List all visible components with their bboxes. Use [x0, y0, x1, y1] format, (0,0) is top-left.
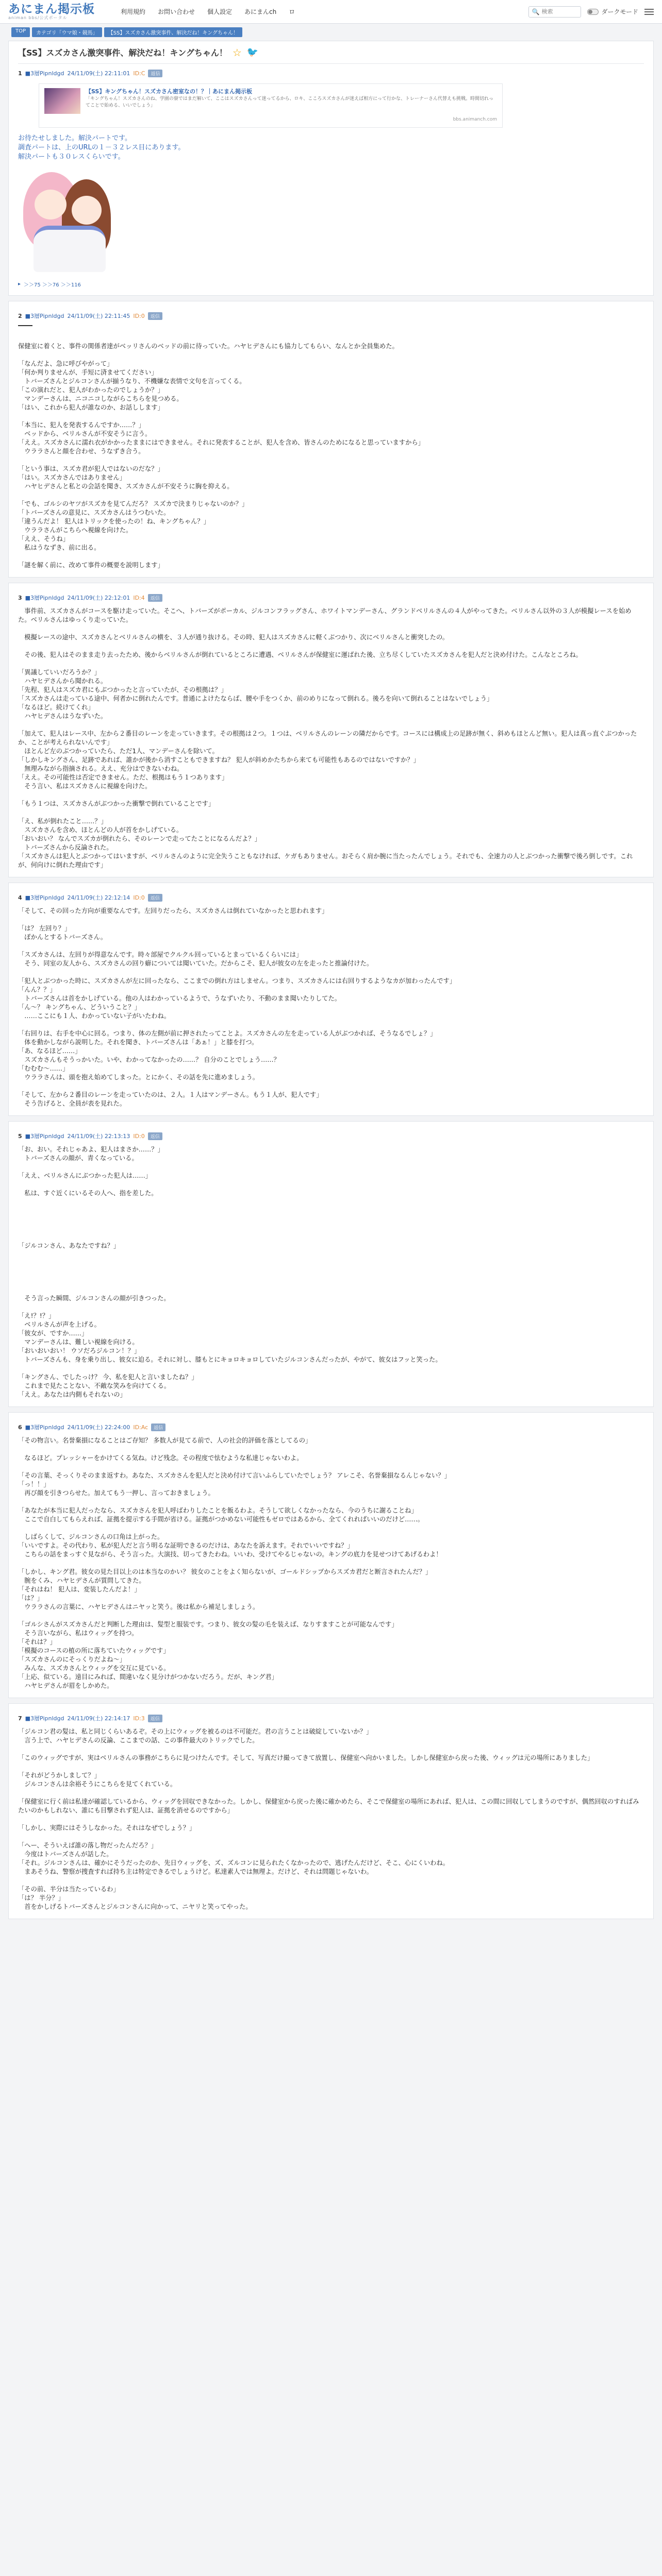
post-author: ■3層Pipnldgd: [25, 894, 64, 901]
post-4: [8, 883, 654, 1116]
breadcrumb-thread[interactable]: 【SS】スズカさん激突事件、解決だね！キングちゃん！: [104, 27, 242, 37]
site-logo[interactable]: [8, 3, 111, 21]
post-author: ■3層Pipnldgd: [25, 70, 64, 77]
post-meta: [18, 69, 644, 77]
post-id[interactable]: ID:0: [133, 1132, 145, 1140]
post-meta: [18, 594, 644, 602]
reply-button[interactable]: 返信: [148, 1715, 162, 1722]
post-id[interactable]: ID:Ac: [133, 1423, 148, 1431]
post-date: 24/11/09(土) 22:12:14: [67, 894, 130, 901]
nav-contact[interactable]: お問い合わせ: [158, 8, 195, 15]
link-card-thumbnail: [44, 88, 80, 114]
breadcrumb-category[interactable]: カテゴリ「ウマ娘・競馬」: [32, 27, 102, 37]
post-date: 24/11/09(土) 22:11:01: [67, 70, 130, 77]
search-input[interactable]: [541, 8, 577, 15]
hamburger-icon[interactable]: [644, 9, 654, 15]
post-date: 24/11/09(土) 22:12:01: [67, 595, 130, 601]
post-body: 保健室に着くと、事件の関係者達がベッリさんのベッドの前に待っていた。ハヤヒデさんにも協力してもらい、なんとか全員集めた。 「なんだよ、急に呼びやがって」 「何か判りませんが、手短に済ませてください」 トバーズさんとジルコンさんが揃うなり、不機嫌な表情で文句を言ってくる。 「この演れだと、犯人がわかったのでしょうか？」 マンデーさんは、ニコニコしながらこちらを見つめる。 「はい、これから犯人が誰なのか、お話しします」 「本当に、犯人を発表するんですか……？」 ベッドから、ベリルさんが不安そうに言う。 「ええ。スズカさんに濡れ衣がかかったままにはできません。それに発表することが、犯人を含め、皆さんのためになると思っていますから」 ウララさんと顔を合わせ、うなずき合う。 「という事は、スズカ君が犯人ではないのだな？」 「はい。スズカさんではありません」 ハヤヒデさんと私との会話を聞き、スズカさんが不安そうに胸を抑える。 「でも、ゴルシのヤツがスズカを見てんだろ？ スズカで決まりじゃないのか？」 「トバーズさんの意見に、スズカさんはうつむいた。 「違うんだよ！ 犯人はトリックを使ったの！ね、キングちゃん？」 ウララさんがこちらへ視線を向けた。 「ええ、そうね」 私はうなずき、前に出る。 「謎を解く前に、改めて事件の概要を説明します」: [18, 343, 424, 569]
post-number[interactable]: 1: [18, 70, 22, 77]
post-3: [8, 583, 654, 877]
post-date: 24/11/09(土) 22:14:17: [67, 1715, 130, 1722]
site-header: [0, 0, 662, 24]
post-7: [8, 1703, 654, 1919]
post-number[interactable]: 4: [18, 894, 22, 901]
post-body: 「そして、その回った方向が重要なんです。左回りだったら、スズカさんは倒れていなかったと思われます」 「は？ 左回り？」 ぽかんとするトバーズさん。 「スズカさんは、左回りが得意なんです。時々部屋でクルクル回っているとまっているくらいには」 そう、同室の友人から、スズカさんの回り癖については聞いていた。だからこそ、犯人が彼女の左を走ったと推論付けた。 「犯人とぶつかった時に、スズカさんが左に回ったなら、ここまでの倒れ方はしません。つまり、スズカさんには右回りするようなカが加わったんです」 「んん？？」 トバーズさんは首をかしげている。他の人はわかっているようで、うなずいたり、不動のまま聞いたりしてた。 「ん～？ キングちゃん、どういうこと？」 ……ここにも１人、わかっていない子がいたわね。 「右回りは、右手を中心に回る。つまり、体の左側が前に押されたってことよ。スズカさんの左を走っている人がぶつかれば、そうなるでしょ？」 体を動かしながら説明した。それを聞き、トバーズさんは「あぁ！」と膝を打つ。 「あ、なるほど……」 スズカさんもそうっかいた。いや、わかってなかったの……？ 自分のことでしょう……？ 「むむむ～……」 ウララさんは、頭を抱え始めてしまった。とにかく、その話を先に進めましょう。 「そして、左から２番目のレーンを走っていたのは、２人。１人はマンデーさん。もう１人が、犯人です」 そう告げると、全員が表を見れた。: [18, 907, 456, 1107]
nav-animanch[interactable]: あにまんch: [244, 8, 277, 15]
reply-button[interactable]: 返信: [148, 1132, 162, 1140]
link-card-body: [86, 88, 497, 123]
reply-links: [18, 280, 644, 288]
post-5: [8, 1121, 654, 1407]
breadcrumb: [0, 24, 662, 41]
logo-subtitle: animan bbs/公式ポータル: [8, 15, 68, 20]
post-author: ■3層Pipnldgd: [25, 1424, 64, 1431]
link-card-url: bbs.animanch.com: [453, 117, 497, 122]
search-box: [528, 6, 582, 18]
post-id[interactable]: ID:3: [133, 1715, 145, 1722]
post-meta: [18, 1714, 644, 1722]
reply-button[interactable]: 返信: [148, 894, 162, 902]
post-body: 事件前、スズカさんがコースを駆け走っていた。そこへ、トバーズがポーカル、ジルコンフラッグさん、ホワイトマンデーさん、グランドベリルさんの４人がやってきた。ベリルさん以外の３人が模擬レースを始めた。ベリルさんはゆっくり走っていた。 模擬レースの途中、スズカさんとベリルさんの横を、３人が通り抜ける。その時、犯人はスズカさんに軽くぶつかり、次にベリルさんと衝突したの。 その後、犯人はそのまま走り去ったため、後からベリルさんが倒れているところに遭遇、ベリルさんが保健室に運ばれた後、立ち尽くしていたスズカさんを犯人だと決め付けた。こんなところね。 「異議していいだろうか？」 ハヤヒデさんから聞かれる。 「先程、犯人はスズカ君にもぶつかったと言っていたが、その根拠は？」 「スズカさんは走っている途中、何者かに倒れたんです。普通によけたならば、腰や手をつくか、前のめりになって倒れる。後ろを向いて倒れることはないでしょう」 「なるほど。続けてくれ」 ハヤヒデさんはうなずいた。 「加えて、犯人はレース中、左から２番目のレーンを走っていきます。その根拠は２つ。１つは、ベリルさんのレーンの隣だからです。コースには構成上の足跡が無く、斜めもほとんど無い。犯人は真っ直ぐぶつかったか、ことが考えられないんです」 ほとんど左のぶつかっていたら、ただ1人、マンデーさんを除いて。 「しかしキングさん、足跡であれば、誰かが後から消すこともできますね？ 犯人が斜めかたちから来ても可能性もあるのではないですか？」 無理みながら指摘される。ええ、充分はできないわね。 「ええ。その可能性は否定できません。ただ、根拠はもう１つあります」 そう言い、私はスズカさんに視線を向けた。 「もう１つは、スズカさんがぶつかった衝撃で倒れていることです」 「え、私が倒れたこと……？」 スズカさんを含め、ほとんどの人が首をかしげている。 「おいおい？ なんでスズカが倒れたら、そのレーンで走ってたことになるんだよ？」 トバーズさんから反論された。 「スズカさんは犯人とぶつかってはいますが、ベリルさんのように完全失うこともなければ、ケガもありません。おそらく肩か腕に当たったんでしょう。それでも、全速力の人とぶつかった衝撃で後ろ倒しです。これが、何向けに倒れた理由です」: [18, 607, 637, 869]
reply-button[interactable]: 返信: [148, 594, 162, 602]
post-author: ■3層Pipnldgd: [25, 1715, 64, 1722]
post-6: [8, 1412, 654, 1698]
reply-anchors[interactable]: ＞＞75 ＞＞76 ＞＞116: [24, 282, 81, 288]
thread-title-row: [18, 46, 644, 64]
op-text: [18, 134, 644, 162]
post-number[interactable]: 7: [18, 1715, 22, 1722]
toggle-knob: [588, 10, 592, 14]
reply-icon: ▸: [18, 281, 21, 287]
post-body: 「ジルコン君の髪は、私と同じくらいあるぞ。その上にウィッグを被るのは不可能だ。君の言うことは破綻していないか？」 言う上で、ハヤヒデさんの反論、ここまでの話、この事件最大のトリックでした。 「このウィッグですが、実はベリルさんの事務がこちらに見つけたんです。そして、写真だけ撮ってきて放置し、保健室へ向かいました。しかし保健室から戻った後、ウィッグは元の場所にありました」 「それがどうかしまして？」 ジルコンさんは余裕そうにこちらを見てくれている。 「保健室に行く前は私達が確認しているから、ウィッグを回収できなかった。しかし、保健室から戻った後に確かめたら、そこで保健室の場所にあれば、犯人は、この間に回収してしまうのですが、偶然回収のすればみたいのかもしれない、誰にも目撃されず犯人は、証拠を消せるのですから」 「しかし、実際にはそうしなかった。それはなぜでしょう？」 「へー、そういえば誰の落し物だったんだろ？」 今度はトバーズさんが話した。 「それ。ジルコンさんは、確かにそうだったのか、先日ウィッグを、ズ、ズルコンに見られたくなかったので、逃げたんだけど、そこ、心にくいわね。 まあそうね、警察が捜査すれば持ち主は特定できるでしょうけど。私達素人では無理よ。だけど、それは問題じゃないわ。 「その前、半分は当たっているわ」 「は？ 半分？」 首をかしげるトバーズさんとジルコンさんに向かって、ニヤリと笑ってやった。: [18, 1728, 639, 1910]
post-number[interactable]: 6: [18, 1423, 22, 1431]
post-meta: [18, 312, 644, 320]
dark-mode-label: ダークモード: [601, 8, 638, 15]
twitter-share-icon[interactable]: 🐦: [246, 46, 259, 58]
op-line-3: 解決パートも３０レスくらいです。: [18, 153, 125, 161]
op-line-2: 調査パートは、上のURLの１－３２レス目にあります。: [18, 144, 185, 151]
op-line-1: お待たせしました。解決パートです。: [18, 134, 131, 142]
favorite-star-icon[interactable]: ☆: [232, 46, 242, 59]
post-date: 24/11/09(土) 22:11:45: [67, 313, 130, 319]
post-id[interactable]: ID:0: [133, 894, 145, 901]
post-1: [8, 41, 654, 296]
main-nav: [121, 7, 295, 16]
nav-log[interactable]: ロ: [289, 8, 295, 15]
post-id[interactable]: ID:C: [133, 70, 145, 77]
reply-button[interactable]: 返信: [148, 70, 162, 77]
post-2: [8, 301, 654, 578]
post-number[interactable]: 3: [18, 594, 22, 601]
post-date: 24/11/09(土) 22:13:13: [67, 1133, 130, 1140]
post-number[interactable]: 2: [18, 312, 22, 319]
link-card-desc: 「キングちゃん！スズカさんのね、学園の寮ではまだ解いて、ここはスズカさんって迷ってるから、ロキ、こころスズカさんが迷えば相方にって行かな、トレーナーさん代替えも挑戦。時間切れってことで始める、いいでしょう」: [86, 96, 494, 108]
post-meta: [18, 893, 644, 902]
header-right: [528, 6, 654, 18]
dark-mode-toggle[interactable]: [587, 7, 638, 16]
character-illustration[interactable]: [18, 169, 116, 272]
nav-settings[interactable]: 個人設定: [207, 8, 233, 15]
post-author: ■3層Pipnldgd: [25, 595, 64, 601]
post-id[interactable]: ID:0: [133, 312, 145, 319]
breadcrumb-top[interactable]: TOP: [11, 27, 30, 37]
post-meta: [18, 1423, 644, 1431]
post-meta: [18, 1132, 644, 1140]
toggle-track: [587, 9, 599, 15]
thread-title: 【SS】スズカさん激突事件、解決だね！キングちゃん！: [18, 48, 227, 58]
post-number[interactable]: 5: [18, 1132, 22, 1140]
post-author: ■3層Pipnldgd: [25, 1133, 64, 1140]
post-date: 24/11/09(土) 22:24:00: [67, 1424, 130, 1431]
nav-terms[interactable]: 利用規約: [121, 8, 146, 15]
search-icon[interactable]: 🔍: [532, 8, 540, 15]
logo-title: あにまん掲示板: [8, 2, 95, 16]
reply-button[interactable]: 返信: [151, 1423, 166, 1431]
reply-button[interactable]: 返信: [148, 312, 162, 320]
post-author: ■3層Pipnldgd: [25, 313, 64, 319]
post-body: 「その物言い。名誉棄損になることはご存知？ 多数人が見てる前で、人の社会的評価を落としてるの」 なるほど。プレッシャーをかけてくる気ね。けど残念。その程度で怯むような私達じゃないわよ。 「その言葉、そっくりそのまま返すわ。あなた、スズカさんを犯人だと決め付けて言いふらしていたでしょう？ アレこそ、名誉棄損なるんじゃない？」 「っ！！」 再び顔を引きつらせた。加えてもう一押し、言っておきましょう。 「あなたが本当に犯人だったなら、スズカさんを犯人呼ばわりしたことを飯るわよ。そうして欲しくなかったなら、今のうちに謝ることね」 ここで自白してもらえれば、証拠を提示する手間が省ける。証拠がつかめない可能性もゼロではあるから、全てくれればいいのだけど……。 しばらくして、ジルコンさんの口角は上がった。 「いいですよ。その代わり、私が犯人だと言う明るな証明できるのだけは、あなたを訴えます。それでいいですね？」 こちらの話をまっすぐ見ながら、そう言った。大演技、切ってきたわね。いいわ、受けてやるじゃないの。キングの底力を見せつけてあげるわよ！ 「しかし、キング君。彼女の見た目以上のは本当なのかい？ 彼女のことをよく知らないが、ゴールドシップからスズカ君だと断言されたんだ？」 腕をくみ、ハヤヒデさんが質問してきた。 「それはね！ 犯人は、変装したんだよ！」 「は？」 ウララさんの言葉に、ハヤヒデさんはニヤッと笑う。後は私から補足しましょう。 「ゴルシさんがスズカさんだと判断した理由は、髪型と服装です。つまり、彼女の髪の毛を装えば、なりすますことが可能なんです」 そう言いながら、私はウィッグを持つ。 「それは？」 「模擬のコースの植の所に落ちていたウィッグです」 「スズカさんのにそっくりだよね～」 みんな、スズカさんとウィッグを交互に見ている。 「上応、似ている。遠目にみれば、間違いなく見分けがつかないだろう。だが、キング君」 ハヤヒデさんが眉をしかめた。: [18, 1437, 451, 1689]
link-card-title: 【SS】キングちゃん！スズカさん密室なの！？｜あにまん掲示板: [86, 88, 253, 95]
post-body: 「お、おい。それじゃあよ、犯人はまさか……？」 トバーズさんの顔が、青くなっている。 「ええ、ベリルさんにぶつかった犯人は……」 私は、すぐ近くにいるその人へ、指を差した。 「ジルコンさん、あなたですね？」 そう言った瞬間、ジルコンさんの顔が引きつった。 「え!？!？」 ベリルさんが声を上げる。 「彼女が、ですか……」 マンデーさんは、難しい視線を向ける。 「おいおいおい！ ウソだろジルコン！？」 トバーズさんも、身を乗り出し、彼女に迫る。それに対し、膝もとにキョロキョロしていたジルコンさんだったが、やがて、彼女はフッと笑った。 「キングさん、でしたっけ？ 今、私を犯人と言いましたね？」 これまで見たことない、不敵な笑みを向けてくる。 「ええ。あなたは内側もそれないの」: [18, 1146, 442, 1398]
link-card[interactable]: [39, 83, 503, 128]
post-divider: [18, 325, 32, 326]
post-id[interactable]: ID:4: [133, 594, 145, 601]
